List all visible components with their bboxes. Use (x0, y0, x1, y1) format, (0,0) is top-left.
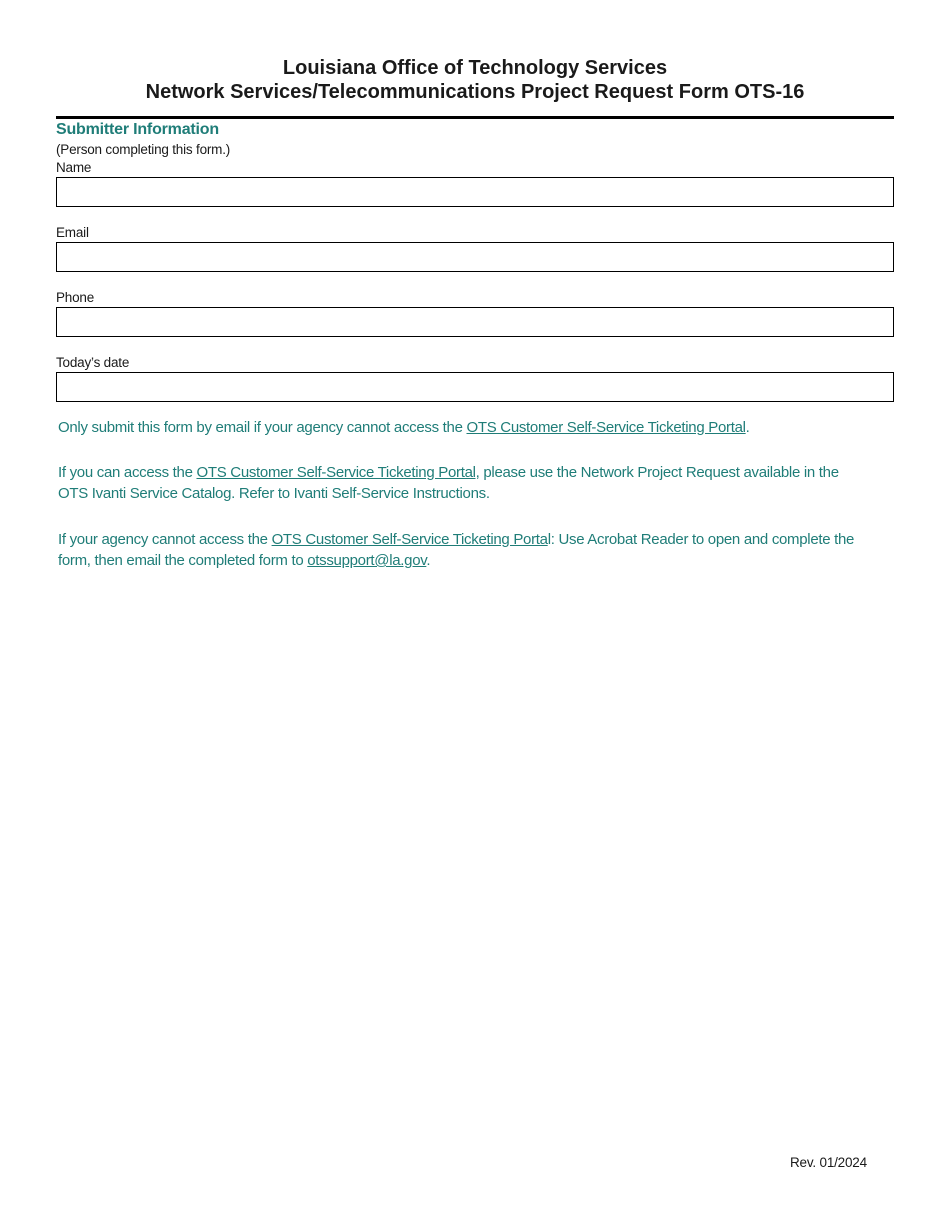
phone-input[interactable] (56, 307, 894, 337)
instruction-paragraph-3 (58, 529, 858, 571)
p3-text-middle: l: Use Acrobat Reader to open and complete the form, then email the completed form to (58, 531, 855, 569)
form-header (56, 56, 894, 104)
p3-text-after: . (426, 552, 431, 569)
name-label: Name (56, 160, 92, 175)
p1-text-after: . (745, 419, 750, 436)
instruction-paragraph-1 (58, 417, 858, 438)
email-label: Email (56, 225, 89, 240)
p1-text-before: Only submit this form by email if your agency cannot access the (58, 419, 467, 436)
portal-link-3[interactable]: OTS Customer Self-Service Ticketing Porta (271, 531, 548, 548)
submitter-note: (Person completing this form.) (56, 142, 231, 157)
p2-text-after: please use the Network Project Request available in the OTS Ivanti Service Catalog. Refer to Ivanti Self-Service Instructions. (58, 464, 839, 502)
name-input[interactable] (56, 177, 894, 207)
phone-label: Phone (56, 290, 95, 305)
page-title-line-1: Louisiana Office of Technology Services (282, 57, 668, 79)
date-input[interactable] (56, 372, 894, 402)
header-divider (56, 116, 894, 119)
revision-label: Rev. 01/2024 (790, 1155, 867, 1170)
section-title-submitter: Submitter Information (56, 121, 219, 138)
date-label: Today’s date (56, 355, 130, 370)
instruction-paragraph-2 (58, 462, 858, 504)
portal-link-1[interactable]: OTS Customer Self-Service Ticketing Portal (466, 419, 746, 436)
support-email-link[interactable]: otssupport@la.gov (307, 552, 427, 569)
p3-text-before: If your agency cannot access the (58, 531, 272, 548)
p2-text-before: If you can access the (58, 464, 197, 481)
page-title-line-2: Network Services/Telecommunications Project Request Form OTS-16 (145, 81, 805, 103)
portal-link-2[interactable]: OTS Customer Self-Service Ticketing Portal, (196, 464, 480, 481)
email-input[interactable] (56, 242, 894, 272)
